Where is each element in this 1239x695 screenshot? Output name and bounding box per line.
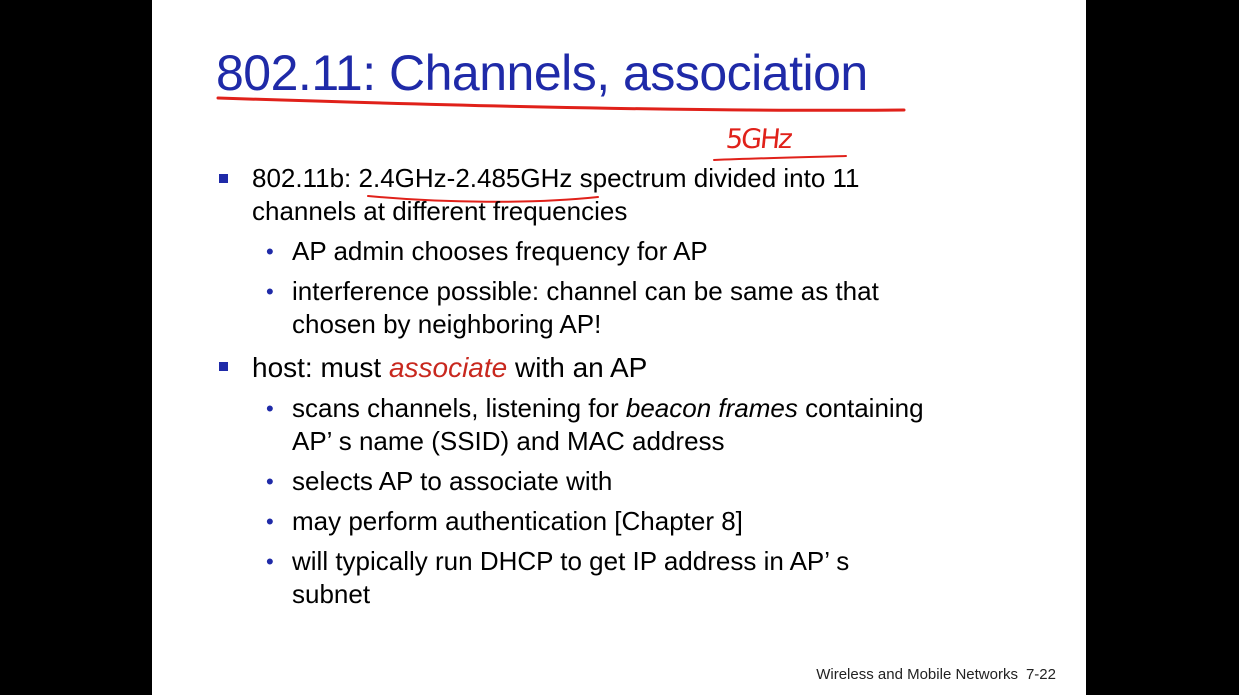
sub-bullet-selects: • selects AP to associate with — [266, 466, 613, 496]
dot-bullet-icon: • — [266, 549, 274, 574]
annotation-underline-ink — [714, 156, 846, 160]
sub-bullet-interference: • interference possible: channel can be same as that chosen by neighboring AP! — [266, 276, 879, 339]
dot-bullet-icon: • — [266, 279, 274, 304]
frequency-range: 2.4GHz-2.485GHz — [358, 163, 573, 193]
sub-bullet-dhcp: • will typically run DHCP to get IP address in AP’ s subnet — [266, 546, 850, 609]
slide-title: 802.11: Channels, association — [216, 45, 868, 101]
beacon-frames-term: beacon frames — [625, 393, 798, 423]
associate-emphasis: associate — [388, 352, 508, 383]
footer-chapter: Wireless and Mobile Networks — [816, 666, 1018, 683]
square-bullet-icon — [219, 174, 228, 183]
dot-bullet-icon: • — [266, 239, 274, 264]
square-bullet-icon — [219, 362, 228, 371]
bullet-suffix: spectrum divided into 11 — [572, 163, 860, 193]
slide-content — [216, 162, 1036, 611]
slide — [152, 0, 1086, 695]
dot-bullet-icon: • — [266, 509, 274, 534]
bullet-line2: channels at different frequencies — [252, 196, 628, 226]
sub-bullet-ap-admin: • AP admin chooses frequency for AP — [266, 236, 708, 266]
slide-footer — [816, 666, 1056, 683]
bullet-prefix: 802.11b: — [252, 163, 359, 193]
bullet-host-associate: host: must associate with an AP — [216, 350, 1036, 385]
handwritten-annotation: 5GHz — [724, 124, 793, 155]
footer-page-number: 7-22 — [1025, 666, 1056, 683]
dot-bullet-icon: • — [266, 396, 274, 421]
sub-bullet-authentication: • may perform authentication [Chapter 8] — [266, 506, 743, 536]
bullet-80211b — [216, 162, 1036, 228]
sub-bullet-scans: • scans channels, listening for beacon frames containing AP’ s name (SSID) and MAC address — [266, 393, 924, 456]
dot-bullet-icon: • — [266, 469, 274, 494]
